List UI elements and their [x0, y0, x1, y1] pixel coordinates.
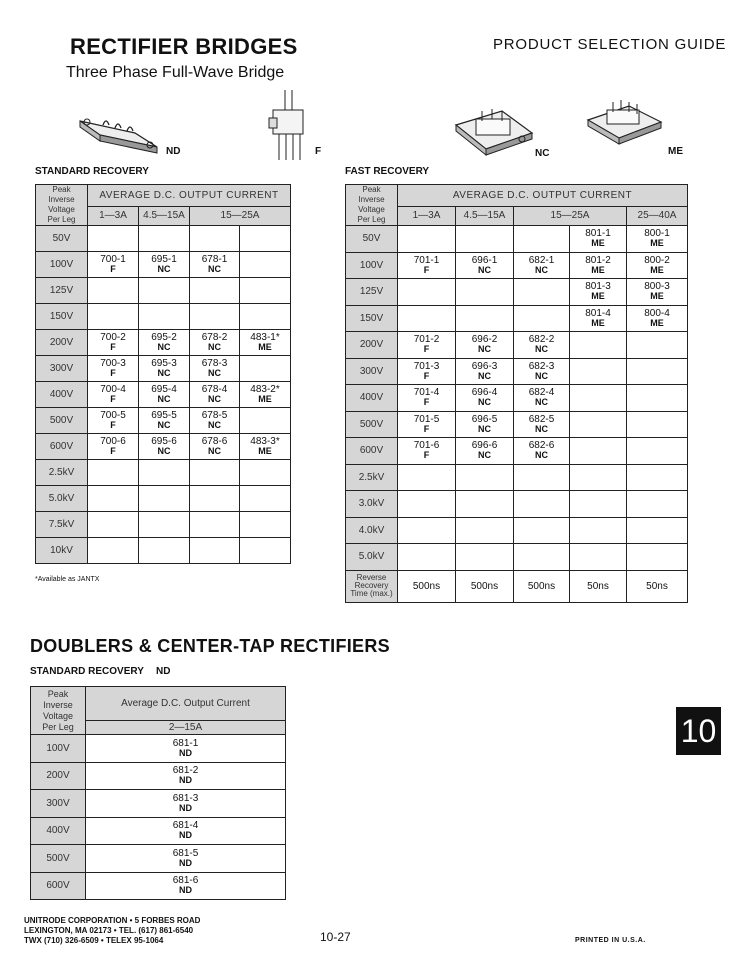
corner-header: Peak Inverse Voltage Per Leg	[346, 185, 398, 226]
part-cell: 701-6 F	[398, 438, 456, 465]
part-cell	[190, 304, 240, 330]
me-package-label: ME	[668, 146, 683, 157]
part-cell	[139, 460, 190, 486]
column-header: 25—40A	[627, 206, 688, 225]
part-cell	[514, 305, 570, 332]
doublers-table	[30, 686, 286, 900]
part-cell: 681-5 ND	[86, 845, 286, 873]
table-row	[346, 464, 688, 491]
part-cell: 678-3 NC	[190, 356, 240, 382]
part-cell	[139, 304, 190, 330]
part-cell: 682-6 NC	[514, 438, 570, 465]
part-cell	[398, 464, 456, 491]
part-cell	[456, 226, 514, 253]
part-cell	[88, 460, 139, 486]
voltage-cell: 300V	[346, 358, 398, 385]
table-row	[36, 408, 291, 434]
part-cell: 681-4 ND	[86, 817, 286, 845]
part-cell	[190, 226, 240, 252]
table-row	[346, 305, 688, 332]
page-number: 10-27	[320, 930, 351, 944]
part-cell	[514, 464, 570, 491]
part-cell: 695-4 NC	[139, 382, 190, 408]
part-cell	[240, 486, 291, 512]
part-cell: 678-4 NC	[190, 382, 240, 408]
table-row	[346, 491, 688, 518]
table-row	[36, 434, 291, 460]
part-cell	[398, 491, 456, 518]
column-header: 15—25A	[190, 206, 291, 225]
recovery-label-cell: Reverse Recovery Time (max.)	[346, 570, 398, 602]
part-cell	[570, 411, 627, 438]
part-cell: 678-1 NC	[190, 252, 240, 278]
part-cell	[627, 332, 688, 359]
fast-recovery-label: FAST RECOVERY	[345, 166, 430, 177]
voltage-cell: 10kV	[36, 538, 88, 564]
part-cell	[514, 226, 570, 253]
table-row	[36, 304, 291, 330]
part-cell: 682-3 NC	[514, 358, 570, 385]
voltage-cell: 3.0kV	[346, 491, 398, 518]
part-cell	[570, 544, 627, 571]
voltage-cell: 500V	[31, 845, 86, 873]
group-header: AVERAGE D.C. OUTPUT CURRENT	[398, 185, 688, 207]
voltage-cell: 100V	[31, 735, 86, 763]
part-cell: 696-3 NC	[456, 358, 514, 385]
part-cell	[570, 332, 627, 359]
part-cell: 483-2* ME	[240, 382, 291, 408]
table-row	[31, 845, 286, 873]
part-cell: 678-5 NC	[190, 408, 240, 434]
corner-header: Peak Inverse Voltage Per Leg	[36, 185, 88, 226]
part-cell	[456, 517, 514, 544]
part-cell: 696-4 NC	[456, 385, 514, 412]
part-cell: 700-5 F	[88, 408, 139, 434]
part-cell	[240, 538, 291, 564]
voltage-cell: 5.0kV	[36, 486, 88, 512]
table-row	[346, 279, 688, 306]
part-cell	[456, 544, 514, 571]
part-cell: 682-1 NC	[514, 252, 570, 279]
part-cell: 801-3 ME	[570, 279, 627, 306]
part-cell	[456, 464, 514, 491]
table-row	[36, 382, 291, 408]
part-cell: 801-1 ME	[570, 226, 627, 253]
part-cell	[627, 491, 688, 518]
part-cell	[514, 544, 570, 571]
part-cell	[139, 538, 190, 564]
table-row	[31, 817, 286, 845]
recovery-time-cell: 50ns	[627, 570, 688, 602]
column-header: 4.5—15A	[456, 206, 514, 225]
part-cell: 682-5 NC	[514, 411, 570, 438]
part-cell	[456, 491, 514, 518]
section-tab: 10	[676, 707, 721, 755]
voltage-cell: 300V	[36, 356, 88, 382]
page-subtitle: Three Phase Full-Wave Bridge	[66, 64, 285, 81]
voltage-cell: 2.5kV	[36, 460, 88, 486]
standard-recovery-label: STANDARD RECOVERY	[35, 166, 149, 177]
table-row	[31, 762, 286, 790]
part-cell	[190, 538, 240, 564]
voltage-cell: 7.5kV	[36, 512, 88, 538]
table-row	[346, 385, 688, 412]
recovery-time-row	[346, 570, 688, 602]
part-cell: 678-6 NC	[190, 434, 240, 460]
voltage-cell: 150V	[346, 305, 398, 332]
part-cell	[240, 356, 291, 382]
part-cell	[88, 278, 139, 304]
nc-package-label: NC	[535, 148, 550, 159]
part-cell	[570, 517, 627, 544]
part-cell	[190, 512, 240, 538]
printed-label: PRINTED IN U.S.A.	[575, 937, 646, 944]
part-cell	[139, 226, 190, 252]
fast-recovery-table	[345, 184, 688, 603]
voltage-cell: 150V	[36, 304, 88, 330]
table-row	[346, 332, 688, 359]
table-row	[346, 544, 688, 571]
table-row	[346, 411, 688, 438]
voltage-cell: 125V	[36, 278, 88, 304]
voltage-cell: 200V	[31, 762, 86, 790]
doublers-package-label: ND	[156, 666, 171, 677]
table-row	[31, 872, 286, 900]
part-cell: 696-6 NC	[456, 438, 514, 465]
voltage-cell: 200V	[36, 330, 88, 356]
part-cell: 696-5 NC	[456, 411, 514, 438]
page-title: RECTIFIER BRIDGES	[70, 34, 298, 59]
part-cell	[570, 358, 627, 385]
part-cell	[627, 517, 688, 544]
voltage-cell: 600V	[346, 438, 398, 465]
f-package-label: F	[315, 146, 322, 157]
part-cell	[627, 464, 688, 491]
voltage-cell: 125V	[346, 279, 398, 306]
part-cell: 800-1 ME	[627, 226, 688, 253]
part-cell	[240, 460, 291, 486]
part-cell: 700-3 F	[88, 356, 139, 382]
part-cell: 701-5 F	[398, 411, 456, 438]
part-cell: 678-2 NC	[190, 330, 240, 356]
voltage-cell: 600V	[36, 434, 88, 460]
part-cell: 695-5 NC	[139, 408, 190, 434]
doublers-recovery-label: STANDARD RECOVERY	[30, 666, 144, 677]
part-cell: 800-2 ME	[627, 252, 688, 279]
f-package-illustration	[265, 88, 310, 163]
table-row	[346, 517, 688, 544]
part-cell	[514, 279, 570, 306]
part-cell	[627, 358, 688, 385]
part-cell	[398, 517, 456, 544]
part-cell: 800-3 ME	[627, 279, 688, 306]
corner-header: Peak Inverse Voltage Per Leg	[31, 687, 86, 735]
part-cell	[570, 491, 627, 518]
part-cell: 695-1 NC	[139, 252, 190, 278]
part-cell	[398, 544, 456, 571]
voltage-cell: 400V	[36, 382, 88, 408]
part-cell: 681-2 ND	[86, 762, 286, 790]
guide-label: PRODUCT SELECTION GUIDE	[493, 36, 727, 53]
part-cell	[240, 226, 291, 252]
recovery-time-cell: 500ns	[514, 570, 570, 602]
part-cell: 696-1 NC	[456, 252, 514, 279]
voltage-cell: 50V	[346, 226, 398, 253]
part-cell	[190, 486, 240, 512]
part-cell	[627, 544, 688, 571]
table-row	[36, 460, 291, 486]
part-cell: 701-1 F	[398, 252, 456, 279]
table-row	[36, 356, 291, 382]
voltage-cell: 400V	[346, 385, 398, 412]
part-cell: 695-3 NC	[139, 356, 190, 382]
part-cell: 681-3 ND	[86, 790, 286, 818]
part-cell: 682-4 NC	[514, 385, 570, 412]
column-header: 2—15A	[86, 721, 286, 735]
table-row	[36, 278, 291, 304]
part-cell: 700-2 F	[88, 330, 139, 356]
part-cell: 696-2 NC	[456, 332, 514, 359]
column-header: 15—25A	[514, 206, 627, 225]
part-cell: 483-1* ME	[240, 330, 291, 356]
nd-package-label: ND	[166, 146, 181, 157]
table-row	[36, 226, 291, 252]
group-header: AVERAGE D.C. OUTPUT CURRENT	[88, 185, 291, 207]
part-cell	[398, 226, 456, 253]
part-cell: 681-1 ND	[86, 735, 286, 763]
part-cell: 682-2 NC	[514, 332, 570, 359]
voltage-cell: 500V	[36, 408, 88, 434]
table-row	[36, 512, 291, 538]
table-row	[31, 790, 286, 818]
part-cell	[139, 486, 190, 512]
part-cell	[88, 304, 139, 330]
voltage-cell: 100V	[346, 252, 398, 279]
part-cell	[514, 491, 570, 518]
table-row	[36, 330, 291, 356]
recovery-time-cell: 50ns	[570, 570, 627, 602]
part-cell	[456, 305, 514, 332]
part-cell	[627, 411, 688, 438]
part-cell: 695-2 NC	[139, 330, 190, 356]
part-cell: 483-3* ME	[240, 434, 291, 460]
table-row	[36, 252, 291, 278]
column-header: 1—3A	[398, 206, 456, 225]
part-cell	[139, 512, 190, 538]
part-cell	[190, 278, 240, 304]
voltage-cell: 600V	[31, 872, 86, 900]
part-cell: 701-2 F	[398, 332, 456, 359]
voltage-cell: 50V	[36, 226, 88, 252]
part-cell	[88, 512, 139, 538]
part-cell	[570, 385, 627, 412]
part-cell	[88, 538, 139, 564]
part-cell	[240, 408, 291, 434]
part-cell: 695-6 NC	[139, 434, 190, 460]
part-cell	[88, 226, 139, 252]
part-cell	[190, 460, 240, 486]
table-row	[346, 252, 688, 279]
part-cell	[627, 385, 688, 412]
me-package-illustration	[585, 98, 665, 148]
part-cell: 801-2 ME	[570, 252, 627, 279]
part-cell	[240, 252, 291, 278]
table-row	[31, 735, 286, 763]
part-cell: 700-6 F	[88, 434, 139, 460]
table-row	[346, 438, 688, 465]
part-cell: 701-4 F	[398, 385, 456, 412]
voltage-cell: 200V	[346, 332, 398, 359]
doublers-title: DOUBLERS & CENTER-TAP RECTIFIERS	[30, 636, 390, 656]
standard-recovery-table	[35, 184, 291, 564]
part-cell: 801-4 ME	[570, 305, 627, 332]
voltage-cell: 2.5kV	[346, 464, 398, 491]
part-cell	[627, 438, 688, 465]
column-header: 1—3A	[88, 206, 139, 225]
voltage-cell: 400V	[31, 817, 86, 845]
voltage-cell: 300V	[31, 790, 86, 818]
part-cell	[139, 278, 190, 304]
part-cell	[398, 305, 456, 332]
table-row	[36, 538, 291, 564]
part-cell	[514, 517, 570, 544]
part-cell: 700-4 F	[88, 382, 139, 408]
part-cell	[456, 279, 514, 306]
column-header: 4.5—15A	[139, 206, 190, 225]
voltage-cell: 100V	[36, 252, 88, 278]
jantx-footnote: *Available as JANTX	[35, 576, 100, 583]
nd-package-illustration	[75, 103, 165, 158]
part-cell: 701-3 F	[398, 358, 456, 385]
part-cell	[570, 438, 627, 465]
recovery-time-cell: 500ns	[456, 570, 514, 602]
nc-package-illustration	[452, 105, 537, 160]
table-row	[346, 226, 688, 253]
voltage-cell: 4.0kV	[346, 517, 398, 544]
part-cell: 700-1 F	[88, 252, 139, 278]
part-cell	[88, 486, 139, 512]
table-row	[36, 486, 291, 512]
part-cell: 681-6 ND	[86, 872, 286, 900]
part-cell	[240, 512, 291, 538]
voltage-cell: 5.0kV	[346, 544, 398, 571]
table-row	[346, 358, 688, 385]
part-cell: 800-4 ME	[627, 305, 688, 332]
recovery-time-cell: 500ns	[398, 570, 456, 602]
part-cell	[570, 464, 627, 491]
voltage-cell: 500V	[346, 411, 398, 438]
part-cell	[240, 278, 291, 304]
part-cell	[398, 279, 456, 306]
company-address: UNITRODE CORPORATION • 5 FORBES ROAD LEXINGTON, MA 02173 • TEL. (617) 861-6540 TWX (710) 326-6509 • TELEX 95-1064	[24, 916, 201, 945]
part-cell	[240, 304, 291, 330]
group-header: Average D.C. Output Current	[86, 687, 286, 721]
